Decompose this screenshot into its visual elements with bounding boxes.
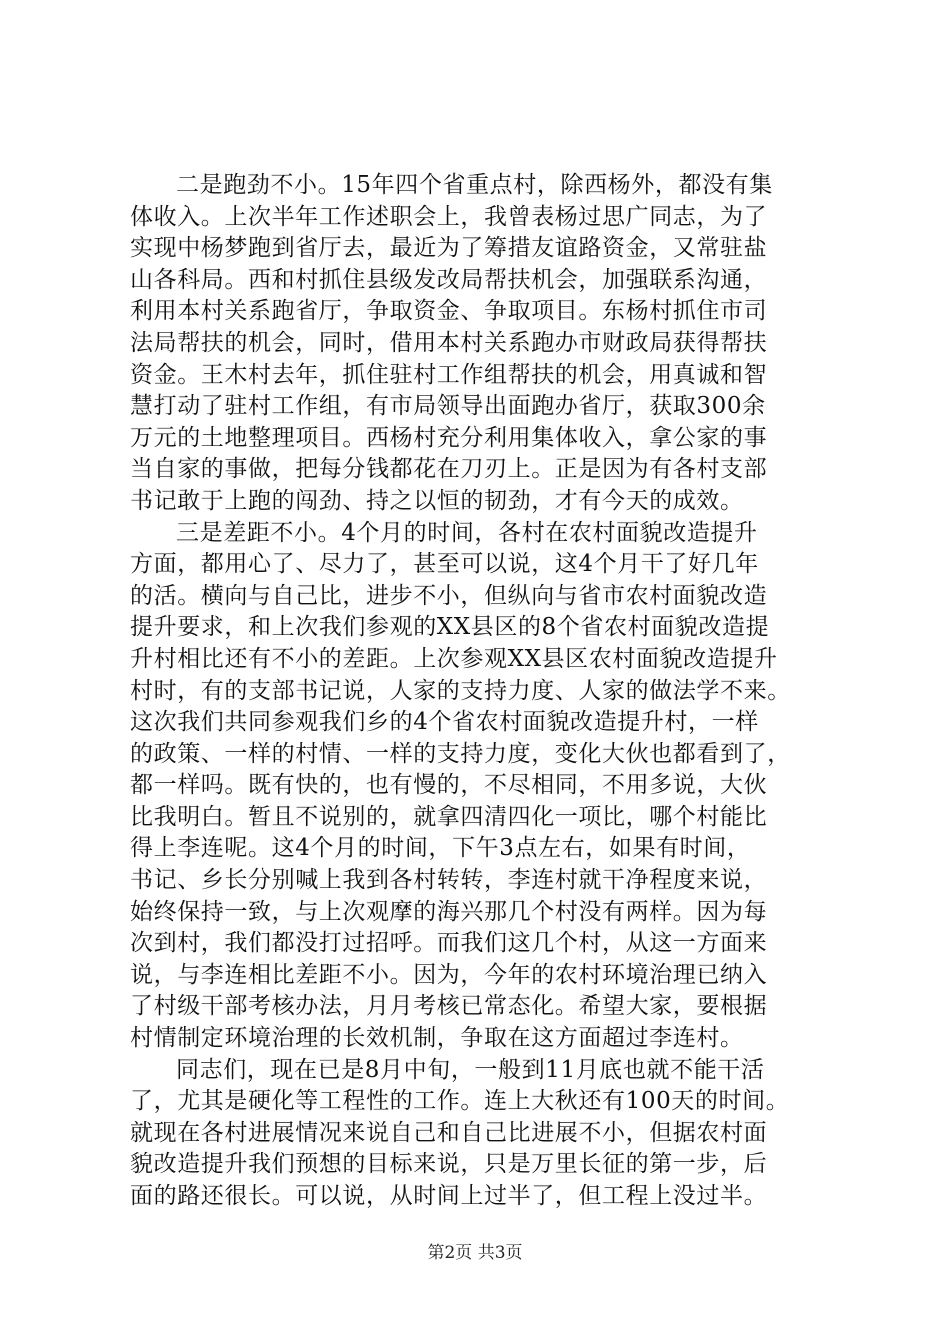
text-line: 体收入。上次半年工作述职会上，我曾表杨过思广同志，为了	[130, 203, 768, 230]
text-line: 得上李连呢。这4个月的时间，下午3点左右，如果有时间，	[130, 835, 751, 862]
text-line: 书记、乡长分别喊上我到各村转转，李连村就干净程度来说，	[130, 867, 768, 894]
text-line: 慧打动了驻村工作组，有市局领导出面跑办省厅，获取300余	[130, 393, 766, 420]
text-line: 的政策、一样的村情、一样的支持力度，变化大伙也都看到了，	[130, 740, 791, 767]
text-line: 提升要求，和上次我们参观的XX县区的8个省农村面貌改造提	[130, 614, 770, 641]
text-line: 实现中杨梦跑到省厅去，最近为了筹措友谊路资金，又常驻盐	[130, 235, 768, 262]
document-body	[130, 170, 830, 1213]
text-line: 了村级干部考核办法，月月考核已常态化。希望大家，要根据	[130, 993, 768, 1020]
text-line: 这次我们共同参观我们乡的4个省农村面貌改造提升村，一样	[130, 709, 759, 736]
text-line: 升村相比还有不小的差距。上次参观XX县区农村面貌改造提升	[130, 645, 778, 672]
text-line: 次到村，我们都没打过招呼。而我们这几个村，从这一方面来	[130, 930, 768, 957]
text-line: 法局帮扶的机会，同时，借用本村关系跑办市财政局获得帮扶	[130, 329, 768, 356]
text-line: 利用本村关系跑省厅，争取资金、争取项目。东杨村抓住市司	[130, 298, 768, 325]
paragraph-first-line: 同志们，现在已是8月中旬，一般到11月底也就不能干活	[176, 1056, 765, 1083]
text-line: 就现在各村进展情况来说自己和自己比进展不小，但据农村面	[130, 1119, 768, 1146]
text-line: 资金。王木村去年，抓住驻村工作组帮扶的机会，用真诚和智	[130, 361, 768, 388]
text-line: 说，与李连相比差距不小。因为，今年的农村环境治理已纳入	[130, 961, 768, 988]
text-line: 方面，都用心了、尽力了，甚至可以说，这4个月干了好几年	[130, 551, 759, 578]
text-line: 始终保持一致，与上次观摩的海兴那几个村没有两样。因为每	[130, 898, 768, 925]
text-line: 貌改造提升我们预想的目标来说，只是万里长征的第一步，后	[130, 1151, 768, 1178]
text-line: 村情制定环境治理的长效机制，争取在这方面超过李连村。	[130, 1025, 744, 1052]
text-line: 的活。横向与自己比，进步不小，但纵向与省市农村面貌改造	[130, 582, 768, 609]
paragraph-first-line: 三是差距不小。4个月的时间，各村在农村面貌改造提升	[176, 519, 758, 546]
paragraph-first-line: 二是跑劲不小。15年四个省重点村，除西杨外，都没有集	[176, 172, 773, 198]
text-line: 山各科局。西和村抓住县级发改局帮扶机会，加强联系沟通，	[130, 266, 768, 293]
text-line: 万元的土地整理项目。西杨村充分利用集体收入，拿公家的事	[130, 424, 768, 451]
text-line: 比我明白。暂且不说别的，就拿四清四化一项比，哪个村能比	[130, 803, 768, 830]
text-line: 了，尤其是硬化等工程性的工作。连上大秋还有100天的时间。	[130, 1088, 790, 1115]
page-footer: 第2页 共3页	[427, 1243, 523, 1263]
text-line: 村时，有的支部书记说，人家的支持力度、人家的做法学不来。	[130, 677, 791, 704]
text-line: 都一样吗。既有快的，也有慢的，不尽相同，不用多说，大伙	[130, 772, 768, 799]
text-line: 当自家的事做，把每分钱都花在刀刃上。正是因为有各村支部	[130, 456, 768, 483]
text-line: 面的路还很长。可以说，从时间上过半了，但工程上没过半。	[130, 1183, 768, 1209]
text-line: 书记敢于上跑的闯劲、持之以恒的韧劲，才有今天的成效。	[130, 487, 744, 514]
